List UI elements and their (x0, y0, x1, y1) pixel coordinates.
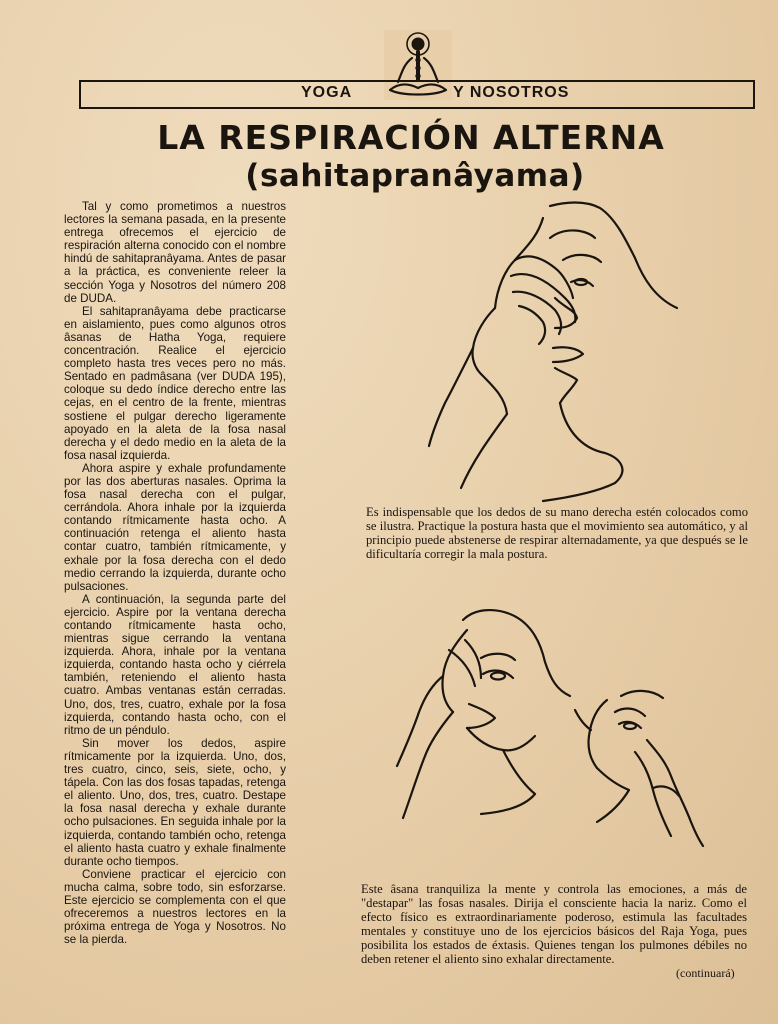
body-paragraph: Conviene practicar el ejercicio con mucha calma, sobre todo, sin esforzarse. Este ejercicio se complementa con el que ofreceremos a nuestros lectores en la próxima entrega de Yoga y Nosotros. No se la pierda. (64, 867, 286, 947)
body-paragraph: Sin mover los dedos, aspire rítmicamente por la izquierda. Uno, dos, tres cuatro, cinco, seis, siete, ocho, y tápela. Con las dos fosas tapadas, retenga el aliento. Uno, dos, tres, cuatro. Destape la fosa nasal derecha y exhale durante ocho pulsaciones. En seguida inhale por la izquierda, contando también ocho, retenga el aliento hasta cuatro y exhale finalmente durante ocho tiempos. (64, 736, 286, 868)
illustration-caption: Es indispensable que los dedos de su mano derecha estén colocados como se ilustra. Practique la postura hasta que el movimiento sea automático, y al principio puede abstenerse de respirar alternadamente, ya que después se le dificultaría corregir la mala postura. (366, 505, 748, 561)
section-label-right: Y NOSOTROS (453, 84, 570, 101)
article-body (64, 200, 286, 946)
continued-note: (continuará) (676, 966, 735, 980)
section-banner (79, 80, 755, 109)
breathing-faces-illustration (385, 600, 725, 862)
section-label-left: YOGA (301, 84, 353, 101)
article-title: LA RESPIRACIÓN ALTERNA (157, 118, 665, 157)
article-subtitle: (sahitapranâyama) (245, 158, 585, 194)
illustration-caption: Este âsana tranquiliza la mente y controla las emociones, a más de "destapar" las fosas nasales. Dirija el consciente hacia la nariz. Como el efecto físico es extraordinariamente poderoso, estimula las facultades mentales y constituye uno de los ejercicios básicos del Raja Yoga, pues posibilita los estados de éxtasis. Quienes tengan los pulmones débiles no deben retener el aliento sino exhalar directamente. (361, 882, 747, 966)
hand-on-nose-illustration (415, 198, 695, 503)
body-paragraph: A continuación, la segunda parte del ejercicio. Aspire por la ventana derecha contando rítmicamente hasta ocho, mientras sigue cerrando la ventana izquierda. Ahora, inhale por la ventana izquierda, contando hasta ocho y ciérrela también, reteniendo el aliento hasta cuatro. Ambas ventanas están cerradas. Uno, dos, tres, cuatro, exhale por la fosa izquierda, contando hasta ocho, con el ritmo de un péndulo. (64, 592, 286, 737)
body-paragraph: Ahora aspire y exhale profundamente por las dos aberturas nasales. Oprima la fosa nasal derecha con el pulgar, cerrándola. Ahora inhale por la izquierda contando rítmicamente hasta ocho. A continuación retenga el aliento hasta contar cuatro, también rítmicamente, y exhale por la fosa derecha con el dedo medio cerrando la izquierda, durante ocho pulsaciones. (64, 461, 286, 593)
body-paragraph: Tal y como prometimos a nuestros lectores la semana pasada, en la presente entrega ofrecemos el ejercicio de respiración alterna conocido con el nombre hindú de sahitapranâyama. Antes de pasar a la práctica, es conveniente releer la sección Yoga y Nosotros del número 208 de DUDA. (64, 200, 286, 305)
body-paragraph: El sahitapranâyama debe practicarse en aislamiento, pues como algunos otros âsanas de Hatha Yoga, requiere concentración. Realice el ejercicio completo hasta tres veces pero no más. Sentado en padmâsana (ver DUDA 195), coloque su dedo índice derecho entre las cejas, en el centro de la frente, mientras sostiene el pulgar derecho ligeramente apoyado en la aleta de la fosa nasal derecha y el dedo medio en la aleta de la fosa nasal izquierda. (64, 304, 286, 462)
